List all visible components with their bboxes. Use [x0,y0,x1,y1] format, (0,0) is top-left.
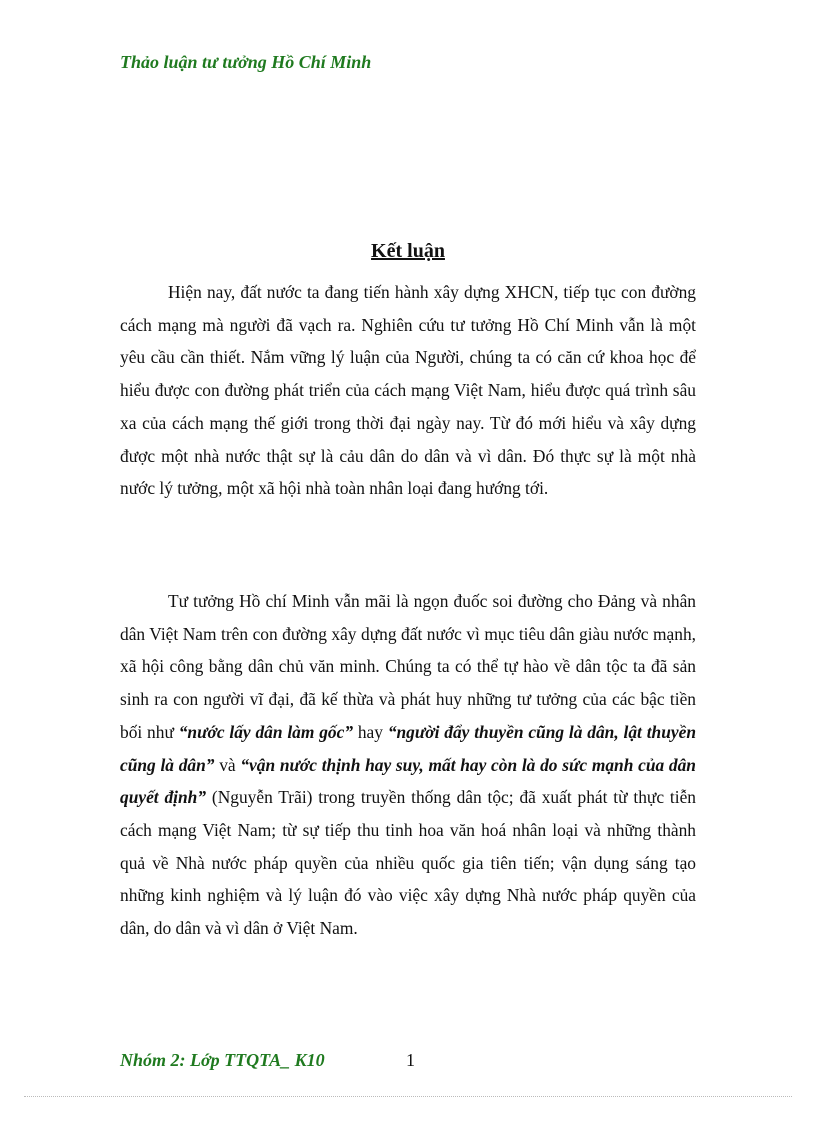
footer-group-label: Nhóm 2: Lớp TTQTA_ K10 [120,1050,325,1070]
paragraph-2-part4: (Nguyễn Trãi) trong truyền thống dân tộc; đã xuất phát từ thực tiễn cách mạng Việt Nam; từ sự tiếp thu tinh hoa văn hoá nhân loại và những thành quả về Nhà nước pháp quyền của nhiều quốc gia tiên tiến; vận dụng sáng tạo những kinh nghiệm và lý luận đó vào việc xây dựng Nhà nước pháp quyền của dân, do dân và vì dân ở Việt Nam. [120,787,696,939]
paragraph-2 [120,585,696,945]
paragraph-1-text: Hiện nay, đất nước ta đang tiến hành xây dựng XHCN, tiếp tục con đường cách mạng mà người đã vạch ra. Nghiên cứu tư tưởng Hồ Chí Minh vẫn là một yêu cầu cần thiết. Nắm vững lý luận của Người, chúng ta có căn cứ khoa học để hiểu được con đường phát triển của cách mạng Việt Nam, hiểu được quá trình sâu xa của cách mạng thế giới trong thời đại ngày nay. Từ đó mới hiểu và xây dựng được một nhà nước thật sự là cảu dân do dân và vì dân. Đó thực sự là một nhà nước lý tưởng, một xã hội nhà toàn nhân loại đang hướng tới. [120,282,696,499]
running-header: Thảo luận tư tưởng Hồ Chí Minh [120,52,372,72]
section-heading: Kết luận [371,240,445,262]
paragraph-2-part3: và [214,754,241,775]
page-number: 1 [406,1050,415,1070]
quote-2: “người đẩy thuyền cũng là dân, lật thuyền cũng là dân” [120,721,697,775]
footer-divider [24,1096,792,1097]
paragraph-1 [120,276,696,505]
quote-3: “vận nước thịnh hay suy, mất hay còn là do sức mạnh của dân quyết định” [120,754,696,808]
quote-1: “nước lấy dân làm gốc” [178,721,354,742]
paragraph-2-part1: Tư tưởng Hồ chí Minh vẫn mãi là ngọn đuốc soi đường cho Đảng và nhân dân Việt Nam trên con đường xây dựng đất nước vì mục tiêu dân giàu nước mạnh, xã hội công bằng dân chủ văn minh. Chúng ta có thể tự hào về dân tộc ta đã sản sinh ra con người vĩ đại, đã kế thừa và phát huy những tư tưởng của các bậc tiền bối như [120,591,696,742]
paragraph-2-part2: hay [353,721,388,742]
paragraph-2-text [120,585,696,945]
